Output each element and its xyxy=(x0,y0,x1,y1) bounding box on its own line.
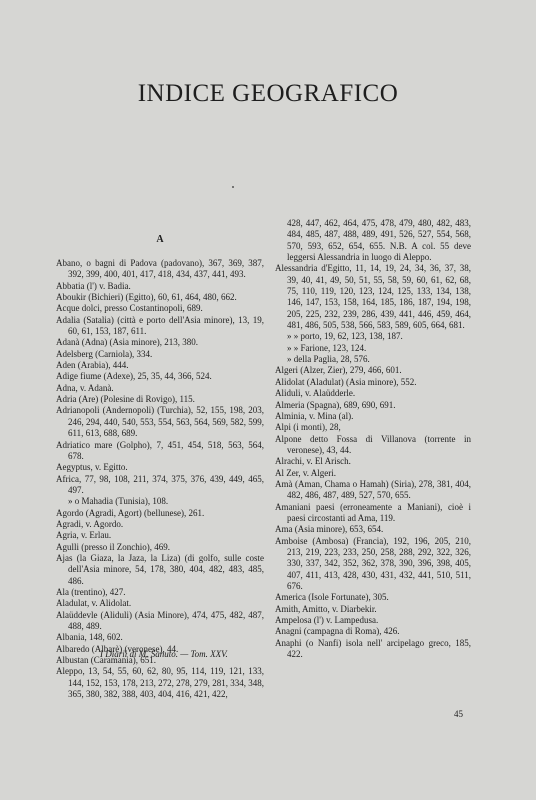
index-entry: Aden (Arabia), 444. xyxy=(56,360,129,371)
index-entry: » o Mahadia (Tunisia), 108. xyxy=(68,496,169,507)
ornament-dot xyxy=(232,186,234,188)
index-entry: Aladulat, v. Alidolat. xyxy=(56,598,132,609)
index-entry: Alminia, v. Mina (al). xyxy=(275,410,354,421)
index-entry: Adalia (Satalia) (città e porto dell'Asia minore), 13, 19, 60, 61, 153, 187, 611. xyxy=(56,314,264,337)
index-entry: Adna, v. Adanà. xyxy=(56,382,114,393)
index-entry: Algeri (Alzer, Zier), 279, 466, 601. xyxy=(275,365,402,376)
index-entry: Adriatico mare (Golpho), 7, 451, 454, 518, 563, 564, 678. xyxy=(56,439,264,461)
index-entry: Albustan (Caramania), 651. xyxy=(56,655,156,666)
index-entry: » della Paglia, 28, 576. xyxy=(287,354,370,365)
index-entry: Adige fiume (Adexe), 25, 35, 44, 366, 524. xyxy=(56,371,212,382)
right-column xyxy=(275,218,471,660)
index-entry: Albaredo (Albarè) (veronese), 44. xyxy=(56,643,179,654)
index-entry: Aliduli, v. Alaüdderle. xyxy=(275,388,356,399)
index-entry: Alrachi, v. El Arisch. xyxy=(275,456,351,467)
index-entry: Alaüddevle (Aliduli) (Asia Minore), 474, 475, 482, 487, 488, 489. xyxy=(56,609,264,631)
index-entry: Anaphi (o Nanfi) isola nell' arcipelago greco, 185, 422. xyxy=(275,637,471,660)
index-entry: Albania, 148, 602. xyxy=(56,632,123,643)
index-entry: Aboukir (Bichieri) (Egitto), 60, 61, 464, 480, 662. xyxy=(56,292,237,303)
index-entry: Abano, o bagni di Padova (padovano), 367, 369, 387, 392, 399, 400, 401, 417, 418, 434, 437, 441, 493. xyxy=(56,258,264,280)
left-column xyxy=(56,230,264,700)
index-entry: Adelsberg (Carniola), 334. xyxy=(56,348,153,359)
index-entry: Agordo (Agradi, Agort) (bellunese), 261. xyxy=(56,507,205,518)
index-entry: Agradi, v. Agordo. xyxy=(56,518,124,529)
index-entry: Adria (Are) (Polesine di Rovigo), 115. xyxy=(56,394,195,405)
index-entry: Agulli (presso il Zonchio), 469. xyxy=(56,541,170,552)
page-number: 45 xyxy=(454,709,463,719)
index-entry: Adrianopoli (Andernopoli) (Turchia), 52, 155, 198, 203, 246, 294, 440, 540, 553, 554, 563, 564, 569, 582, 599, 611, 613, 688, 689. xyxy=(56,405,264,439)
index-entry: 428, 447, 462, 464, 475, 478, 479, 480, 482, 483, 484, 485, 487, 488, 489, 491, 526, 527, 554, 568, 570, 593, 652, 654, 655. N.B. A col. 55 deve leggersi Alessandria in luogo di Aleppo. xyxy=(287,218,471,263)
index-entry: Africa, 77, 98, 108, 211, 374, 375, 376, 439, 449, 465, 497. xyxy=(56,473,264,495)
index-entry: Ajas (la Giaza, la Jaza, la Liza) (di golfo, sulle coste dell'Asia minore, 54, 178, 380, 404, 482, 483, 485, 486. xyxy=(56,552,264,586)
section-letter: A xyxy=(156,234,164,245)
index-entry: Acque dolci, presso Costantinopoli, 689. xyxy=(56,303,203,314)
page-title: INDICE GEOGRAFICO xyxy=(137,80,399,107)
index-entry: Almeria (Spagna), 689, 690, 691. xyxy=(275,399,396,410)
index-entry: Amboise (Ambosa) (Francia), 192, 196, 205, 210, 213, 219, 223, 233, 250, 258, 288, 292, 322, 326, 330, 337, 342, 352, 362, 378, 390, 396, 398, 405, 407, 411, 413, 428, 430, 431, 432, 441, 510, 511, 676. xyxy=(275,535,471,591)
index-entry: Agria, v. Erlau. xyxy=(56,530,112,541)
index-entry: » » porto, 19, 62, 123, 138, 187. xyxy=(287,331,403,342)
index-entry: Aegyptus, v. Egitto. xyxy=(56,462,128,473)
index-entry: Abbatia (l') v. Badia. xyxy=(56,280,131,291)
index-entry: Amith, Amitto, v. Diarbekir. xyxy=(275,603,377,614)
index-entry: » » Farione, 123, 124. xyxy=(287,342,367,353)
index-entry: Alessandria d'Egitto, 11, 14, 19, 24, 34, 36, 37, 38, 39, 40, 41, 49, 50, 51, 55, 58, 59, 60, 61, 62, 68, 75, 110, 119, 120, 123, 124, 125, 133, 134, 138, 146, 147, 153, 158, 164, 185, 186, 187, 194, 198, 205, 225, 232, 239, 286, 439, 441, 446, 459, 464, 481, 486, 505, 538, 566, 583, 589, 605, 664, 681. xyxy=(275,263,471,331)
left-entry-list xyxy=(56,258,264,700)
index-entry: Anagni (campagna di Roma), 426. xyxy=(275,626,400,637)
index-entry: Amà (Aman, Chama o Hamah) (Siria), 278, 381, 404, 482, 486, 487, 489, 527, 570, 655. xyxy=(275,478,471,501)
index-entry: Ala (trentino), 427. xyxy=(56,586,126,597)
index-entry: Alidolat (Aladulat) (Asia minore), 552. xyxy=(275,376,417,387)
right-entry-list xyxy=(275,218,471,660)
index-entry: Aleppo, 13, 54, 55, 60, 62, 80, 95, 114, 119, 121, 133, 144, 152, 153, 178, 213, 272, 278, 279, 281, 334, 348, 365, 380, 382, 388, 403, 404, 416, 421, 422, xyxy=(56,666,264,700)
footer-citation: I Diarii di M. Sanuto. — Tom. XXV. xyxy=(100,649,228,659)
index-entry: Alpone detto Fossa di Villanova (torrente in veronese), 43, 44. xyxy=(275,433,471,455)
index-entry: Adanà (Adna) (Asia minore), 213, 380. xyxy=(56,337,198,348)
index-entry: Alpi (i monti), 28, xyxy=(275,422,341,433)
index-entry: America (Isole Fortunate), 305. xyxy=(275,592,389,603)
index-entry: Al Zer, v. Algeri. xyxy=(275,467,337,478)
index-entry: Amaniani paesi (erroneamente a Maniani), cioè i paesi circostanti ad Ama, 119. xyxy=(275,501,471,523)
index-entry: Ama (Asia minore), 653, 654. xyxy=(275,524,384,535)
index-entry: Ampelosa (l') v. Lampedusa. xyxy=(275,615,379,626)
